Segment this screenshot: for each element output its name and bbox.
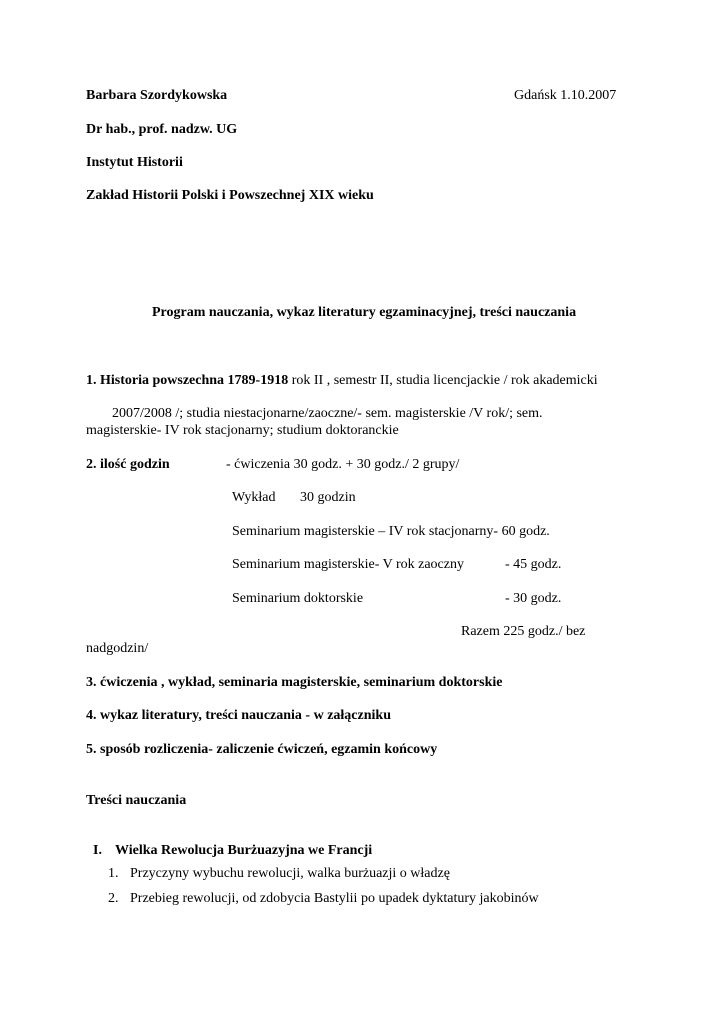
section-4: 4. wykaz literatury, treści nauczania - w załączniku [86,708,391,723]
section-1 [86,372,598,390]
place-date: Gdańsk 1.10.2007 [514,88,617,103]
list-item-number: 2. [108,891,119,906]
section-1-line-3: magisterskie- IV rok stacjonarny; studium doktoranckie [86,423,399,438]
hours-exercises: - ćwiczenia 30 godz. + 30 godz./ 2 grupy/ [226,457,460,472]
content-heading: Treści nauczania [86,793,187,808]
department-name: Zakład Historii Polski i Powszechnej XIX wieku [86,188,374,203]
chapter-number: I. [93,843,102,858]
list-item: Przyczyny wybuchu rewolucji, walka burżuazji o władzę [130,866,450,881]
hours-lecture-label: Wykład [232,490,276,505]
section-1-heading: 1. Historia powszechna 1789-1918 [86,373,289,388]
section-5: 5. sposób rozliczenia- zaliczenie ćwiczeń, egzamin końcowy [86,742,438,757]
author-name: Barbara Szordykowska [86,88,228,103]
institute-name: Instytut Historii [86,155,183,170]
list-item: Przebieg rewolucji, od zdobycia Bastylii po upadek dyktatury jakobinów [130,891,539,906]
chapter-title: Wielka Rewolucja Burżuazyjna we Francji [115,843,373,858]
section-3: 3. ćwiczenia , wykład, seminaria magisterskie, seminarium doktorskie [86,675,503,690]
hours-seminar-phd-label: Seminarium doktorskie [232,591,364,606]
hours-seminar-ma-v-label: Seminarium magisterskie- V rok zaoczny [232,557,464,572]
document-title: Program nauczania, wykaz literatury egzaminacyjnej, treści nauczania [152,305,577,320]
hours-total: Razem 225 godz./ bez [461,624,586,639]
list-item-number: 1. [108,866,119,881]
hours-total-continued: nadgodzin/ [86,641,149,656]
section-2-heading: 2. ilość godzin [86,457,170,472]
section-1-text: rok II , semestr II, studia licencjackie / rok akademicki [288,373,598,388]
hours-seminar-ma-iv: Seminarium magisterskie – IV rok stacjonarny- 60 godz. [232,524,550,539]
academic-title: Dr hab., prof. nadzw. UG [86,122,238,137]
hours-lecture-value: 30 godzin [300,490,356,505]
section-1-line-2: 2007/2008 /; studia niestacjonarne/zaoczne/- sem. magisterskie /V rok/; sem. [112,406,543,421]
hours-seminar-ma-v-value: - 45 godz. [505,557,562,572]
hours-seminar-phd-value: - 30 godz. [505,591,562,606]
